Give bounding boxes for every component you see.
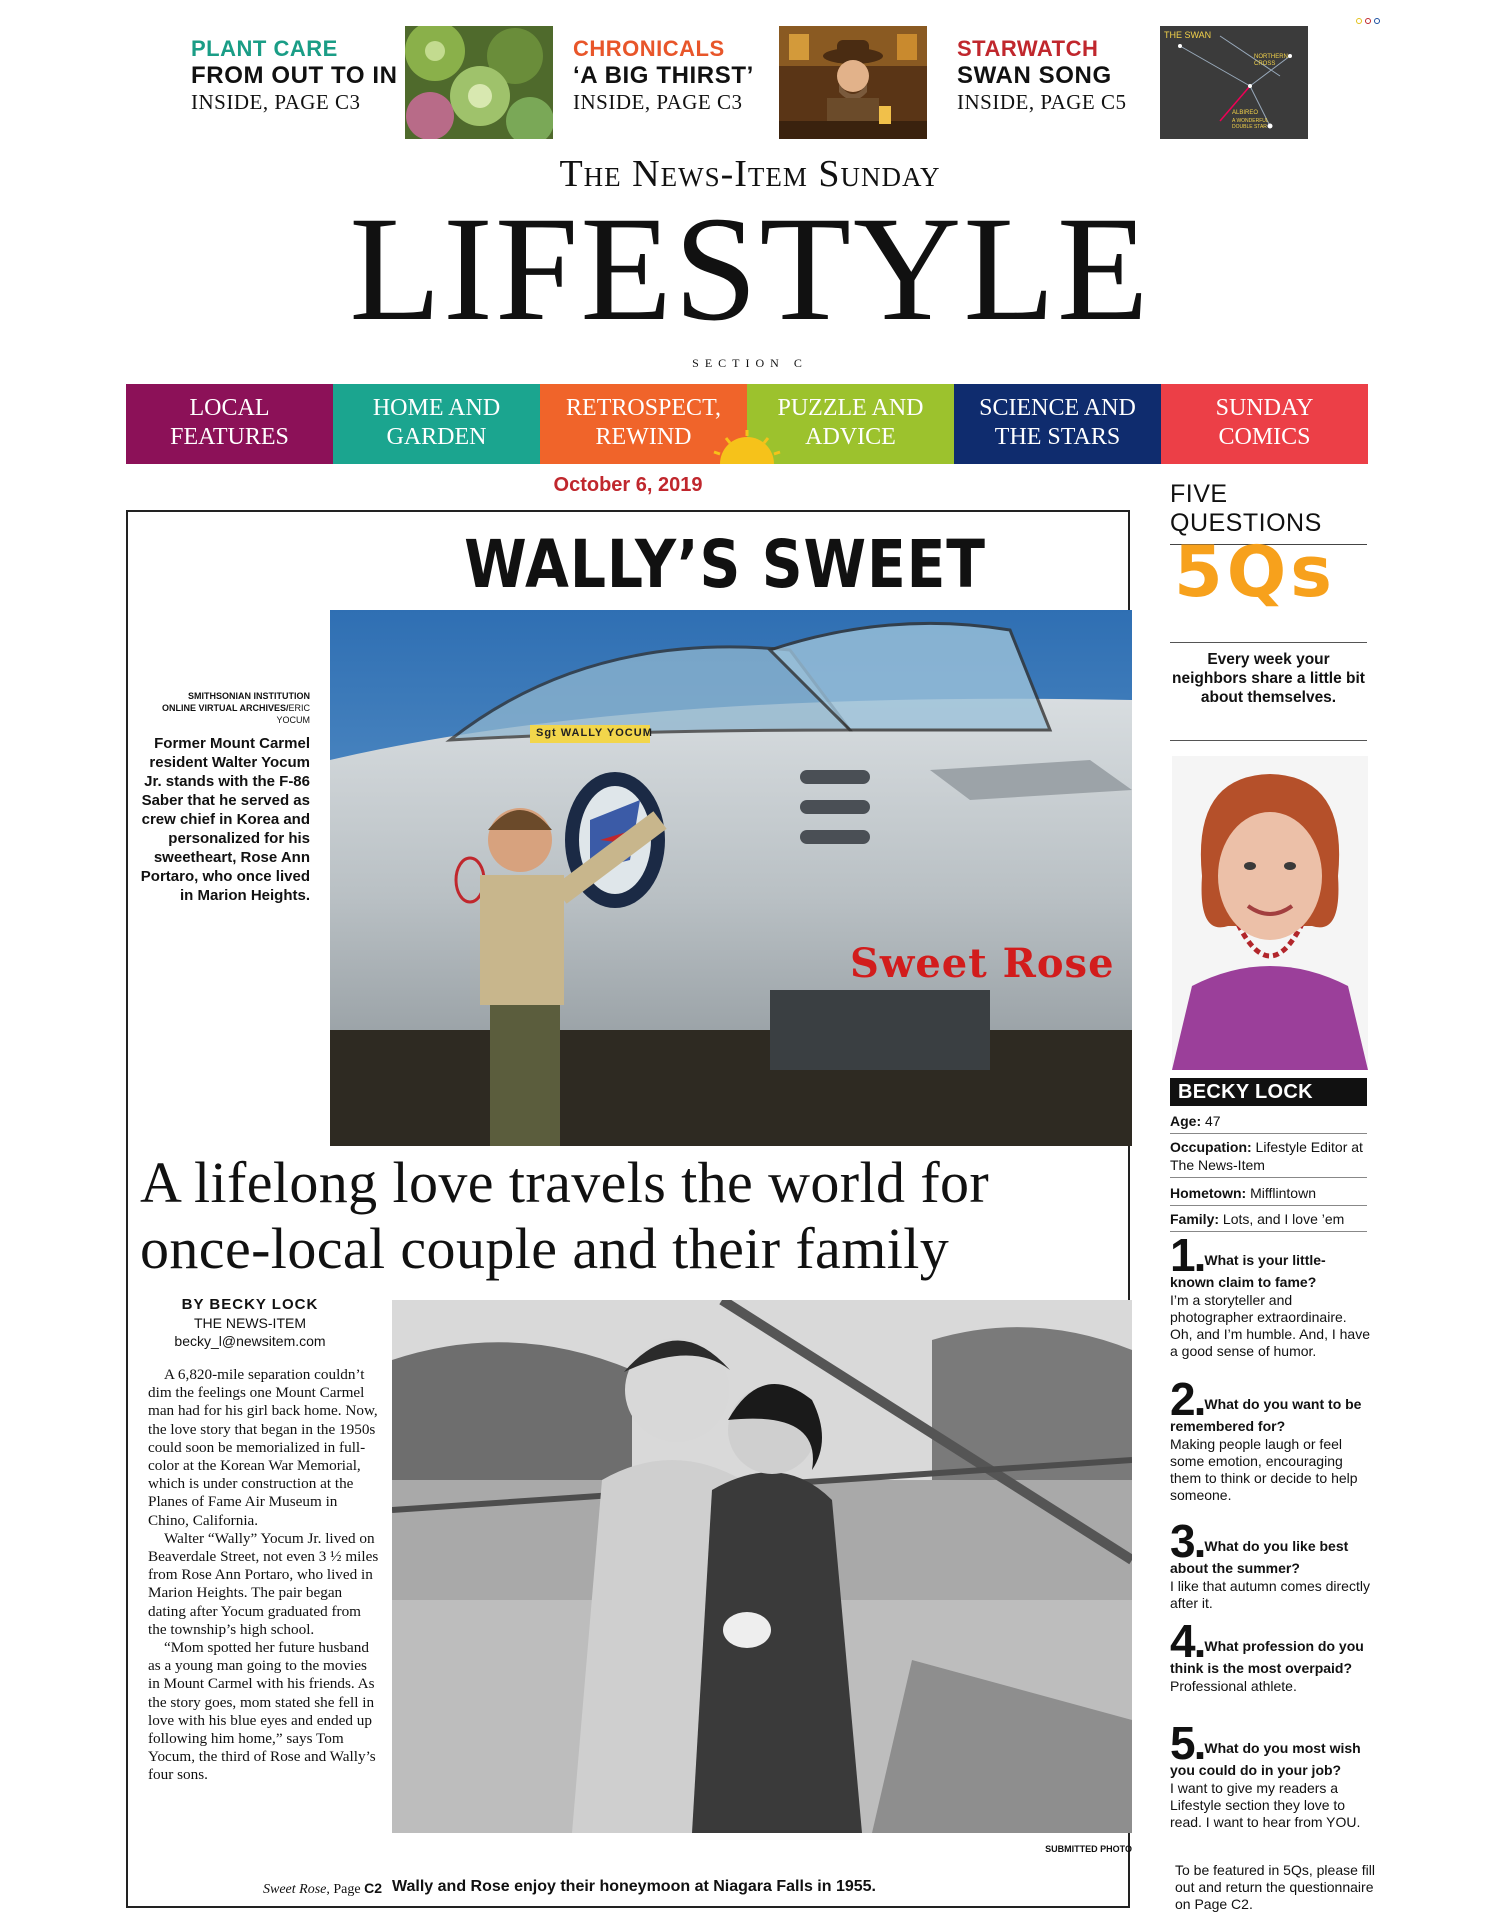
byline-org: THE NEWS-ITEM bbox=[194, 1315, 306, 1331]
question-number: 4. bbox=[1170, 1615, 1205, 1667]
subheadline-line: once-local couple and their family bbox=[140, 1216, 950, 1281]
fact-label: Hometown: bbox=[1170, 1185, 1247, 1201]
teaser-starwatch[interactable] bbox=[957, 36, 1127, 115]
nav-label-line1: SUNDAY bbox=[1215, 395, 1314, 421]
question-4 bbox=[1170, 1615, 1370, 1695]
teaser-chronicals[interactable] bbox=[573, 36, 754, 115]
teaser-page: INSIDE, PAGE C3 bbox=[573, 90, 743, 115]
portrait-photo bbox=[1172, 756, 1368, 1070]
photo-credit-line: SMITHSONIAN INSTITUTION bbox=[188, 691, 310, 701]
byline-email[interactable]: becky_l@newsitem.com bbox=[174, 1333, 326, 1349]
nav-label-line1: RETROSPECT, bbox=[566, 395, 721, 421]
nav-science-stars[interactable] bbox=[954, 384, 1161, 464]
nose-art-label: Sweet Rose bbox=[850, 940, 1115, 987]
registration-marks bbox=[1356, 18, 1380, 24]
divider bbox=[1170, 642, 1367, 643]
section-label: SECTION C bbox=[692, 356, 808, 370]
fact-hometown bbox=[1170, 1184, 1367, 1206]
sidebar-title: FIVE QUESTIONS bbox=[1170, 480, 1367, 545]
answer-text: Professional athlete. bbox=[1170, 1678, 1297, 1694]
nav-label-line2: REWIND bbox=[595, 424, 692, 450]
sun-icon bbox=[712, 430, 782, 464]
answer-text: I like that autumn comes directly after it. bbox=[1170, 1578, 1370, 1611]
nav-label-line2: GARDEN bbox=[386, 424, 487, 450]
answer-text: Making people laugh or feel some emotion, encouraging them to think or decide to help someone. bbox=[1170, 1436, 1358, 1503]
section-title: LIFESTYLE bbox=[349, 186, 1151, 352]
nav-sunday-comics[interactable] bbox=[1161, 384, 1368, 464]
photo-credit: SUBMITTED PHOTO bbox=[1045, 1844, 1132, 1854]
jump-page-number: C2 bbox=[364, 1880, 382, 1896]
teaser-page: INSIDE, PAGE C5 bbox=[957, 90, 1127, 115]
star-chart-label-cross: NORTHERN CROSS bbox=[1254, 54, 1288, 67]
masthead-title-text: The News-Item Sunday bbox=[559, 153, 941, 195]
teaser-page: INSIDE, PAGE C3 bbox=[191, 90, 361, 115]
story-body bbox=[148, 1366, 382, 1785]
fact-value: 47 bbox=[1201, 1113, 1221, 1129]
subheadline-line: A lifelong love travels the world for bbox=[140, 1150, 990, 1215]
nav-label-line1: HOME AND bbox=[372, 395, 501, 421]
five-qs-logo: 5Qs bbox=[1174, 531, 1336, 613]
answer-text: I’m a storyteller and photographer extraordinaire. Oh, and I’m humble. And, I have a good sense of humor. bbox=[1170, 1292, 1371, 1359]
byline bbox=[150, 1296, 350, 1350]
subject-name: BECKY LOCK bbox=[1170, 1078, 1367, 1106]
teaser-kicker: CHRONICALS bbox=[573, 36, 725, 61]
sidebar-footnote: To be featured in 5Qs, please fill out and return the questionnaire on Page C2. bbox=[1175, 1862, 1376, 1912]
question-5 bbox=[1170, 1717, 1370, 1831]
question-number: 3. bbox=[1170, 1515, 1205, 1567]
question-text: What is your little-known claim to fame? bbox=[1170, 1252, 1326, 1290]
answer-text: I want to give my readers a Lifestyle section they love to read. I want to hear from YOU. bbox=[1170, 1780, 1361, 1830]
teaser-headline: SWAN SONG bbox=[957, 61, 1112, 89]
photo-credit-name: YOCUM bbox=[276, 715, 310, 725]
question-number: 2. bbox=[1170, 1373, 1205, 1425]
question-1 bbox=[1170, 1229, 1371, 1360]
fact-age bbox=[1170, 1112, 1367, 1134]
jet-photo bbox=[330, 610, 1132, 1146]
fact-value: Mifflintown bbox=[1246, 1185, 1316, 1201]
photo-credit bbox=[140, 690, 310, 726]
question-text: What do you like best about the summer? bbox=[1170, 1538, 1349, 1576]
nav-home-garden[interactable] bbox=[333, 384, 540, 464]
teaser-headline: FROM OUT TO IN bbox=[191, 61, 398, 89]
photo-credit-line: ONLINE VIRTUAL ARCHIVES/ bbox=[161, 703, 289, 713]
question-text: What do you most wish you could do in your job? bbox=[1170, 1740, 1361, 1778]
nav-label-line2: THE STARS bbox=[994, 424, 1121, 450]
nav-label-line2: ADVICE bbox=[805, 424, 896, 450]
question-text: What profession do you think is the most overpaid? bbox=[1170, 1638, 1364, 1676]
question-number: 1. bbox=[1170, 1229, 1205, 1281]
nav-label-line1: PUZZLE AND bbox=[777, 395, 924, 421]
teaser-plant-care[interactable] bbox=[191, 36, 398, 115]
question-2 bbox=[1170, 1373, 1370, 1504]
divider bbox=[1170, 740, 1367, 741]
story-paragraph: A 6,820-mile separation couldn’t dim the feelings one Mount Carmel man had for his girl back home. Now, the love story that began in the 1950s could soon be memorialized in full-color at the Korean War Memorial, which is under construction at the Planes of Fame Air Museum in Chino, California. bbox=[148, 1366, 378, 1529]
fact-occupation bbox=[1170, 1138, 1367, 1178]
nav-label-line1: SCIENCE AND bbox=[979, 395, 1136, 421]
story-jump[interactable] bbox=[148, 1880, 382, 1898]
nav-label-line1: LOCAL bbox=[189, 395, 270, 421]
byline-author: BY BECKY LOCK bbox=[181, 1296, 319, 1313]
teaser-headline: ‘A BIG THIRST’ bbox=[573, 61, 754, 89]
question-number: 5. bbox=[1170, 1717, 1205, 1769]
nav-label-line2: COMICS bbox=[1218, 424, 1311, 450]
story-paragraph: “Mom spotted her future husband as a young man going to the movies in Mount Carmel with his friends. As the story goes, mom stated she fell in love with his blue eyes and ended up following him home,” says Tom Yocum, the third of Rose and Wally’s four sons. bbox=[148, 1639, 376, 1784]
question-text: What do you want to be remembered for? bbox=[1170, 1396, 1362, 1434]
honeymoon-cutline: Wally and Rose enjoy their honeymoon at Niagara Falls in 1955. bbox=[392, 1878, 876, 1895]
teaser-kicker: PLANT CARE bbox=[191, 36, 338, 61]
star-chart-image bbox=[1160, 26, 1308, 139]
fact-label: Age: bbox=[1170, 1113, 1202, 1129]
jet-photo-cutline: Former Mount Carmel resident Walter Yocum Jr. stands with the F-86 Saber that he served as crew chief in Korea and personalized for his sweetheart, Rose Ann Portaro, who once lived in Marion Heights. bbox=[140, 735, 310, 904]
fact-value: Lots, and I love ’em bbox=[1219, 1211, 1345, 1227]
story-subheadline bbox=[140, 1150, 1130, 1282]
succulent-photo bbox=[405, 26, 553, 139]
star-chart-label-double: A WONDERFUL DOUBLE STAR bbox=[1232, 118, 1269, 130]
fact-value: Lifestyle Editor at The News-Item bbox=[1170, 1139, 1363, 1173]
jump-page-label: , Page bbox=[326, 1882, 365, 1897]
photo-credit-name: ERIC bbox=[288, 703, 310, 713]
star-chart-label-swan: THE SWAN bbox=[1164, 30, 1212, 40]
issue-date: October 6, 2019 bbox=[553, 474, 703, 496]
fact-label: Occupation: bbox=[1170, 1139, 1252, 1155]
bartender-photo bbox=[779, 26, 927, 139]
nav-local-features[interactable] bbox=[126, 384, 333, 464]
story-headline: WALLY’S SWEET bbox=[464, 526, 986, 603]
question-3 bbox=[1170, 1515, 1370, 1612]
teaser-kicker: STARWATCH bbox=[957, 36, 1099, 61]
honeymoon-photo bbox=[392, 1300, 1132, 1833]
star-chart-label-albireo: ALBIREO bbox=[1232, 110, 1259, 116]
canopy-name-plate: Sgt WALLY YOCUM bbox=[536, 727, 653, 739]
sidebar-intro: Every week your neighbors share a little bit about themselves. bbox=[1172, 651, 1365, 706]
jump-title: Sweet Rose bbox=[263, 1882, 327, 1897]
fact-label: Family: bbox=[1170, 1211, 1220, 1227]
story-paragraph: Walter “Wally” Yocum Jr. lived on Beaverdale Street, not even 3 ½ miles from Rose Ann Portaro, who lived in Marion Heights. The pair began dating after Yocum graduated from the township’s high school. bbox=[148, 1529, 379, 1638]
nav-label-line2: FEATURES bbox=[170, 424, 289, 450]
section-nav bbox=[126, 384, 1368, 464]
